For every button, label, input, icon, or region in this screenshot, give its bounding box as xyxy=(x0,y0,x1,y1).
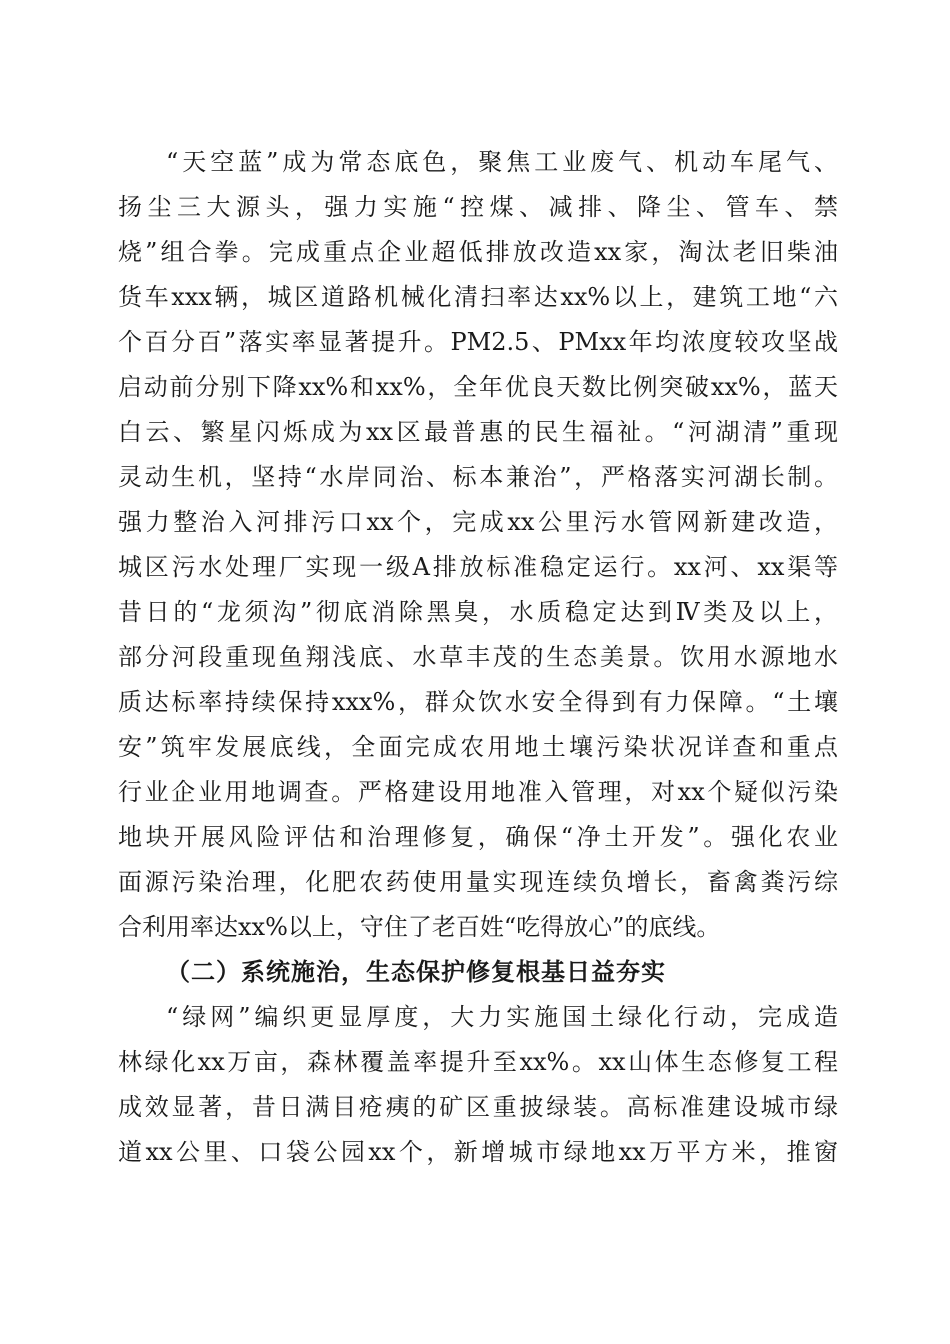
paragraph-1-line-1: “天空蓝”成为常态底色，聚焦工业废气、机动车尾气、 xyxy=(166,148,838,176)
paragraph-2-line-4: 道xx公里、口袋公园xx个，新增城市绿地xx万平方米，推窗 xyxy=(118,1138,838,1166)
paragraph-1-line-17: 面源污染治理，化肥农药使用量实现连续负增长，畜禽粪污综 xyxy=(118,868,838,896)
paragraph-1-line-5: 个百分百”落实率显著提升。PM2.5、PMxx年均浓度较攻坚战 xyxy=(118,328,838,356)
paragraph-1-line-12: 部分河段重现鱼翔浅底、水草丰茂的生态美景。饮用水源地水 xyxy=(118,643,838,671)
paragraph-1-line-3: 烧”组合拳。完成重点企业超低排放改造xx家，淘汰老旧柴油 xyxy=(118,238,838,266)
paragraph-1-line-10: 城区污水处理厂实现一级A排放标准稳定运行。xx河、xx渠等 xyxy=(118,553,838,581)
paragraph-2-line-1: “绿网”编织更显厚度，大力实施国土绿化行动，完成造 xyxy=(166,1003,838,1031)
paragraph-1-line-11: 昔日的“龙须沟”彻底消除黑臭，水质稳定达到Ⅳ类及以上， xyxy=(118,598,838,626)
paragraph-1-line-6: 启动前分别下降xx%和xx%，全年优良天数比例突破xx%，蓝天 xyxy=(118,373,838,401)
paragraph-1-line-16: 地块开展风险评估和治理修复，确保“净土开发”。强化农业 xyxy=(118,823,838,851)
paragraph-1-line-8: 灵动生机，坚持“水岸同治、标本兼治”，严格落实河湖长制。 xyxy=(118,463,838,491)
paragraph-1-line-15: 行业企业用地调查。严格建设用地准入管理，对xx个疑似污染 xyxy=(118,778,838,806)
paragraph-2-line-2: 林绿化xx万亩，森林覆盖率提升至xx%。xx山体生态修复工程 xyxy=(118,1048,838,1076)
section-heading: （二）系统施治，生态保护修复根基日益夯实 xyxy=(166,958,666,986)
paragraph-1-line-13: 质达标率持续保持xxx%，群众饮水安全得到有力保障。“土壤 xyxy=(118,688,838,716)
paragraph-1-line-4: 货车xxx辆，城区道路机械化清扫率达xx%以上，建筑工地“六 xyxy=(118,283,838,311)
paragraph-1-line-18: 合利用率达xx%以上，守住了老百姓“吃得放心”的底线。 xyxy=(118,913,721,941)
paragraph-1-line-7: 白云、繁星闪烁成为xx区最普惠的民生福祉。“河湖清”重现 xyxy=(118,418,838,446)
paragraph-2-line-3: 成效显著，昔日满目疮痍的矿区重披绿装。高标准建设城市绿 xyxy=(118,1093,838,1121)
paragraph-1-line-2: 扬尘三大源头，强力实施“控煤、减排、降尘、管车、禁 xyxy=(118,193,838,221)
paragraph-1-line-9: 强力整治入河排污口xx个，完成xx公里污水管网新建改造， xyxy=(118,508,838,536)
paragraph-1-line-14: 安”筑牢发展底线，全面完成农用地土壤污染状况详查和重点 xyxy=(118,733,838,761)
